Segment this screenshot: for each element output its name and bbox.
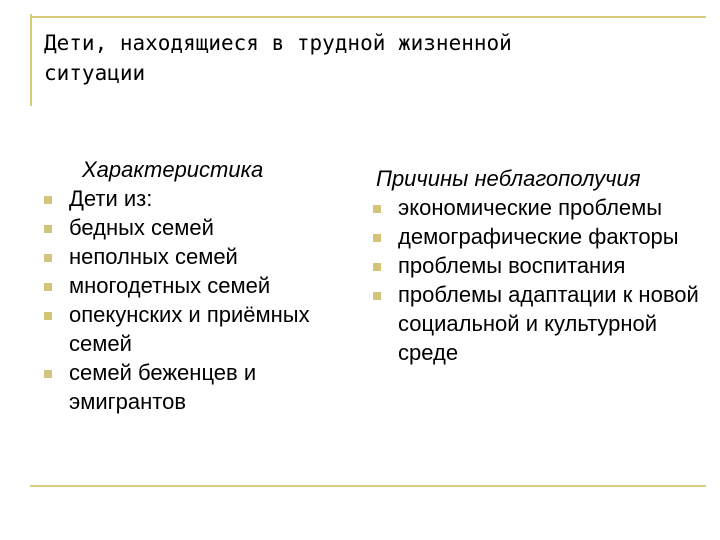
list-item-text: опекунских и приёмных семей [69,302,310,356]
list-item [356,280,716,367]
list-item-text: демографические факторы [398,224,679,249]
bullet-icon [373,234,381,242]
bullet-icon [44,196,52,204]
bullet-icon [44,254,52,262]
causes-list [356,193,716,367]
list-item [356,222,716,251]
characteristics-column [44,155,364,416]
list-item-text: многодетных семей [69,273,271,298]
list-item-text: Дети из: [69,186,153,211]
list-item [44,213,364,242]
bullet-icon [373,205,381,213]
characteristics-heading: Характеристика [82,157,264,182]
list-item-text: проблемы адаптации к новой социальной и культурной среде [398,282,699,365]
list-item [44,300,364,358]
list-item-text: неполных семей [69,244,238,269]
bullet-icon [44,225,52,233]
bullet-icon [44,370,52,378]
causes-column [356,164,716,367]
characteristics-list [44,184,364,416]
decorative-top-line [30,16,706,18]
list-item [44,358,364,416]
list-item [44,184,364,213]
bullet-icon [373,263,381,271]
list-item-text: экономические проблемы [398,195,663,220]
bullet-icon [44,283,52,291]
decorative-bottom-line [30,485,706,487]
list-item [44,242,364,271]
causes-heading: Причины неблагополучия [376,166,641,191]
bullet-icon [44,312,52,320]
list-item-text: семей беженцев и эмигрантов [69,360,257,414]
list-item-text: бедных семей [69,215,214,240]
slide-title: Дети, находящиеся в трудной жизненной ситуации [44,31,512,85]
list-item [356,251,716,280]
list-item [44,271,364,300]
bullet-icon [373,292,381,300]
list-item-text: проблемы воспитания [398,253,626,278]
list-item [356,193,716,222]
decorative-vertical-line [30,14,32,106]
